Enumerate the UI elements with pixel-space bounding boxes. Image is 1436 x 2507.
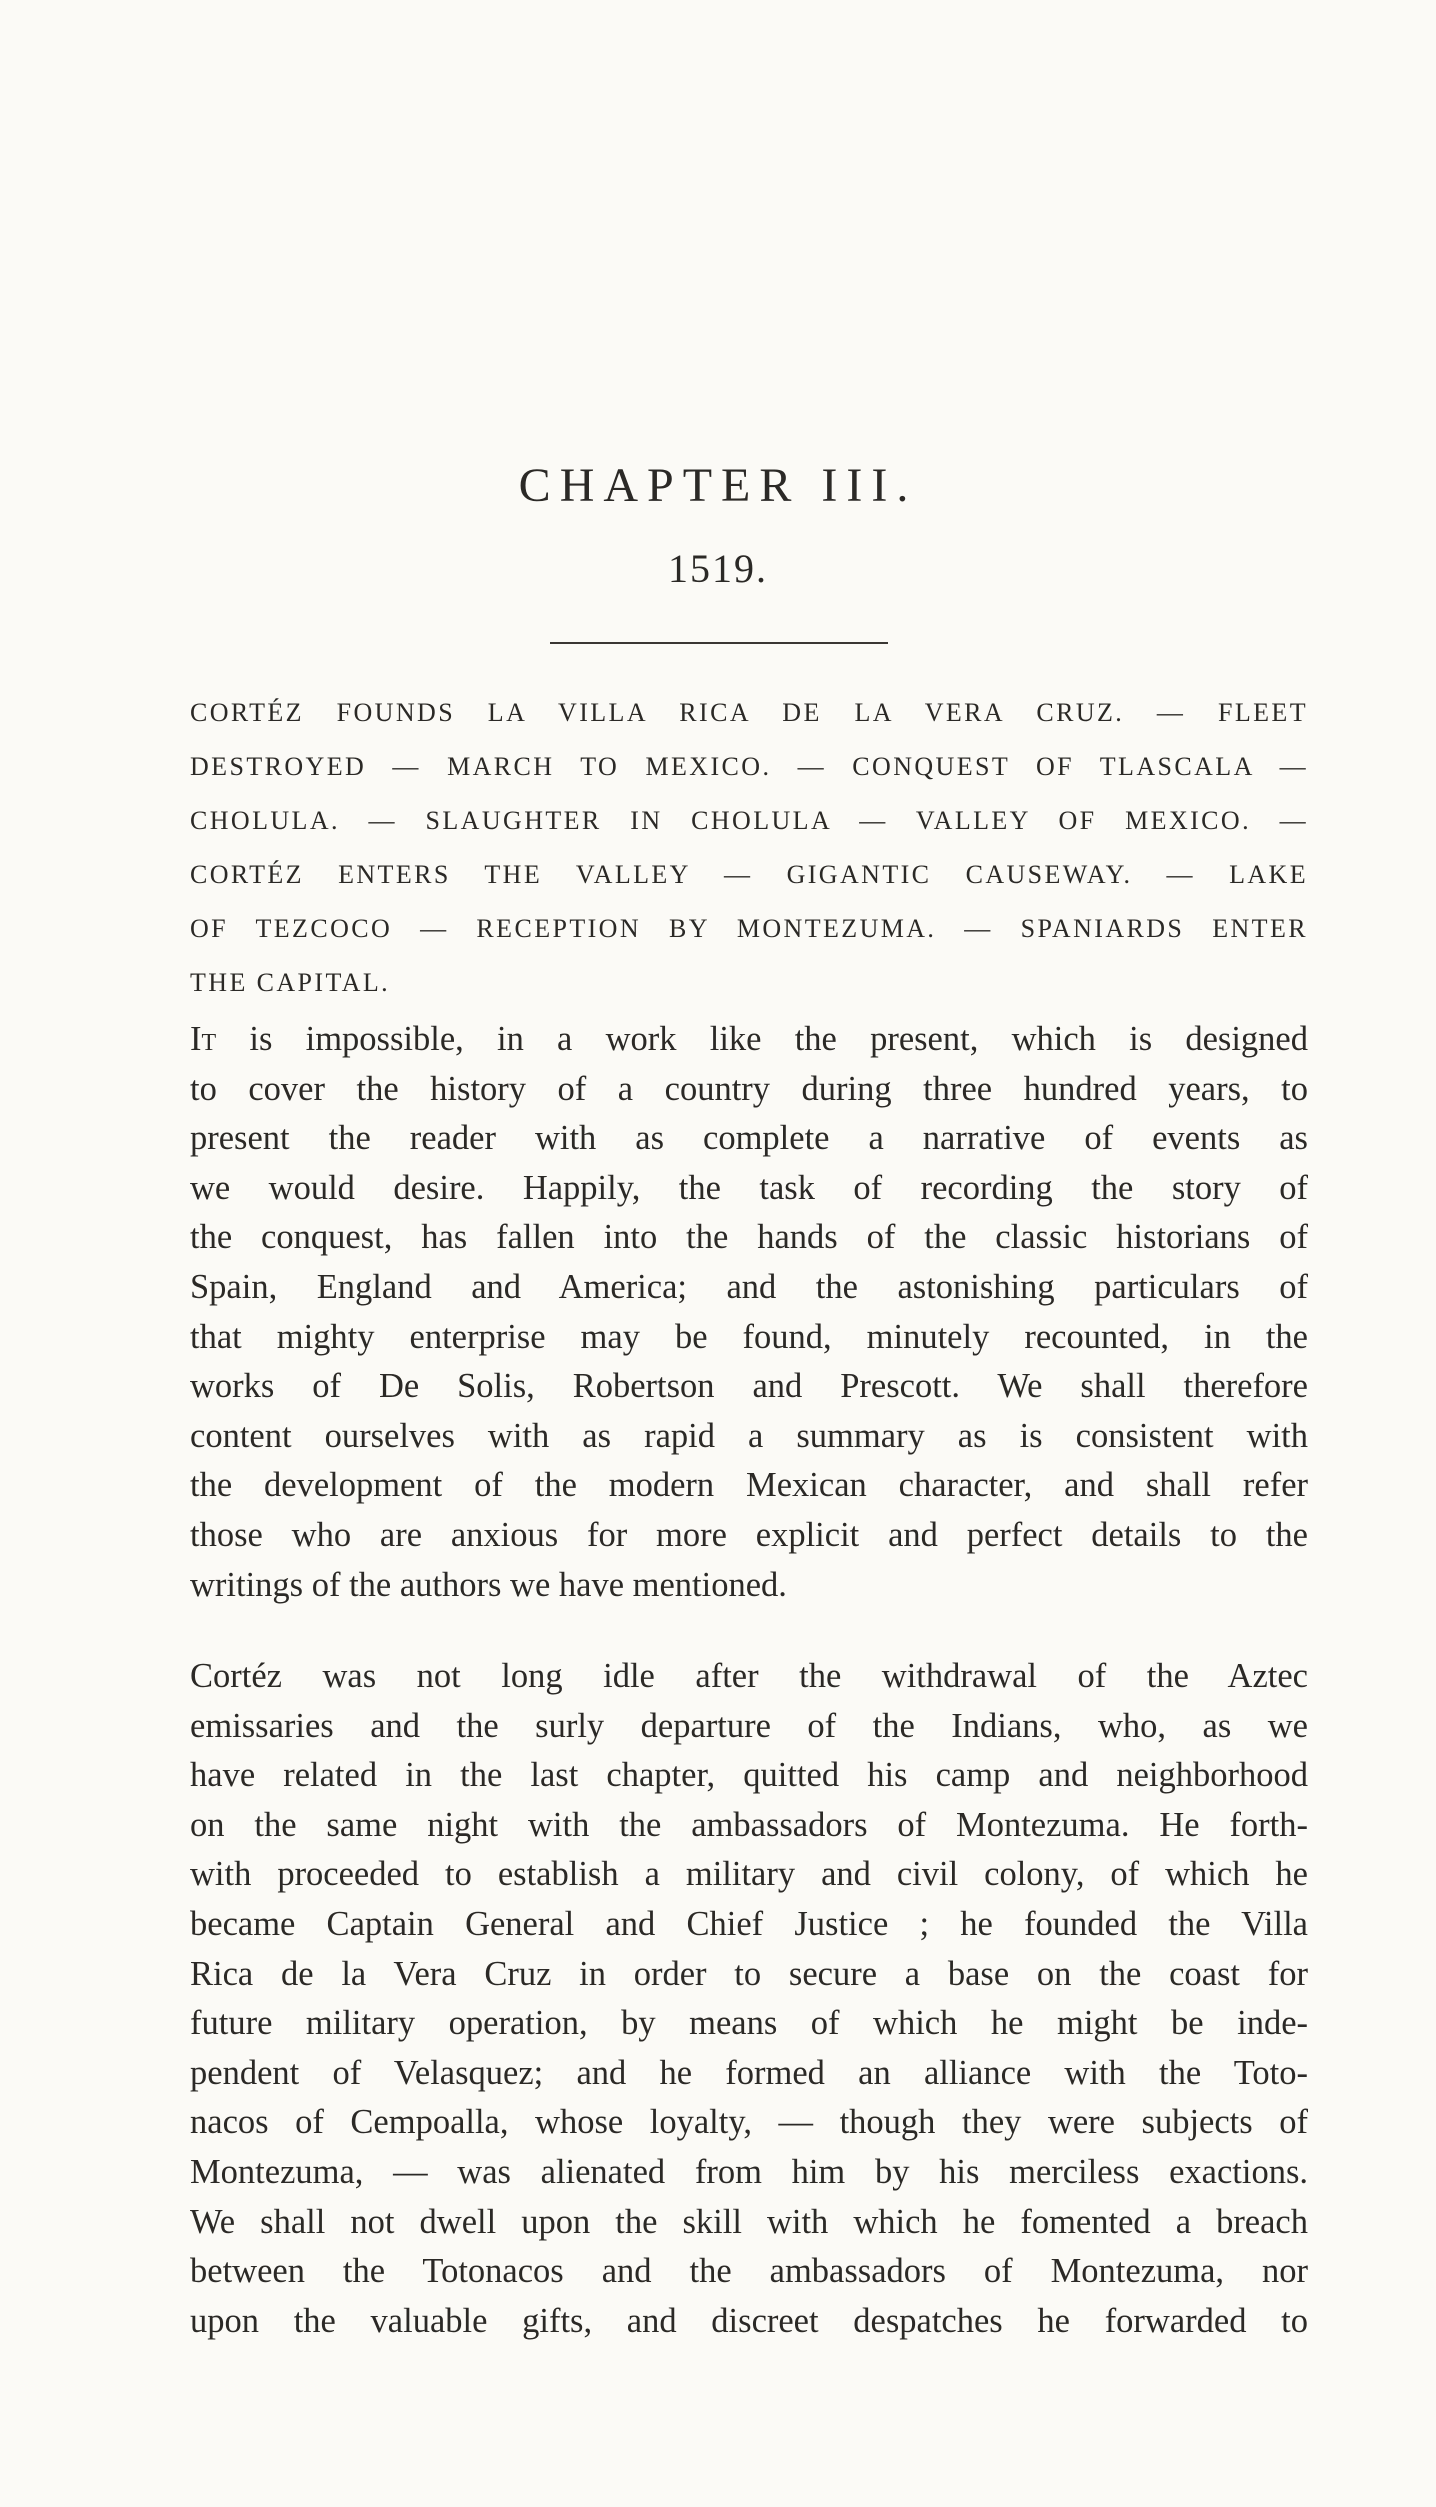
paragraph-line: with proceeded to establish a military and civil colony, of which he xyxy=(190,1855,1308,1894)
paragraph-1 xyxy=(190,1015,1308,1610)
paragraph-line: We shall not dwell upon the skill with which he fomented a breach xyxy=(190,2202,1308,2241)
paragraph-line: emissaries and the surly departure of the Indians, who, as we xyxy=(190,1706,1308,1745)
chapter-year: 1519. xyxy=(668,546,768,591)
paragraph-line: Rica de la Vera Cruz in order to secure a base on the coast for xyxy=(190,1954,1308,1993)
synopsis-line: CHOLULA. — SLAUGHTER IN CHOLULA — VALLEY OF MEXICO. — xyxy=(190,806,1308,835)
synopsis-line: CORTÉZ FOUNDS LA VILLA RICA DE LA VERA CRUZ. — FLEET xyxy=(190,698,1308,727)
paragraph-line: upon the valuable gifts, and discreet despatches he forwarded to xyxy=(190,2301,1308,2340)
paragraph-line-text: is impossible, in a work like the present, which is designed xyxy=(216,1020,1308,1058)
paragraph-initial: It xyxy=(190,1020,217,1058)
chapter-synopsis xyxy=(190,686,1308,1010)
paragraph-line: have related in the last chapter, quitted his camp and neighborhood xyxy=(190,1756,1308,1795)
paragraph-line: we would desire. Happily, the task of recording the story of xyxy=(190,1168,1308,1207)
paragraph-line: writings of the authors we have mentioned. xyxy=(190,1565,787,1604)
paragraph-line: present the reader with as complete a narrative of events as xyxy=(190,1119,1308,1158)
paragraph-line: Cortéz was not long idle after the withdrawal of the Aztec xyxy=(190,1657,1308,1695)
paragraph-line: between the Totonacos and the ambassadors of Montezuma, nor xyxy=(190,2252,1308,2291)
paragraph-line: Spain, England and America; and the astonishing particulars of xyxy=(190,1267,1308,1306)
synopsis-line: THE CAPITAL. xyxy=(190,968,391,997)
paragraph-line: that mighty enterprise may be found, minutely recounted, in the xyxy=(190,1317,1308,1356)
paragraph-2 xyxy=(190,1652,1308,2346)
paragraph-line: works of De Solis, Robertson and Prescott. We shall therefore xyxy=(190,1367,1308,1406)
paragraph-line: pendent of Velasquez; and he formed an alliance with the Toto- xyxy=(190,2053,1308,2092)
synopsis-line: CORTÉZ ENTERS THE VALLEY — GIGANTIC CAUSEWAY. — LAKE xyxy=(190,860,1308,889)
paragraph-line: those who are anxious for more explicit and perfect details to the xyxy=(190,1515,1308,1554)
synopsis-line: OF TEZCOCO — RECEPTION BY MONTEZUMA. — SPANIARDS ENTER xyxy=(190,914,1308,943)
paragraph-line: content ourselves with as rapid a summary as is consistent with xyxy=(190,1416,1308,1455)
title-rule xyxy=(550,642,888,644)
paragraph-line: on the same night with the ambassadors of Montezuma. He forth- xyxy=(190,1805,1308,1844)
paragraph-line: became Captain General and Chief Justice ; he founded the Villa xyxy=(190,1904,1308,1943)
chapter-title: CHAPTER III. xyxy=(518,459,918,512)
paragraph-line: future military operation, by means of which he might be inde- xyxy=(190,2004,1308,2043)
paragraph-line: nacos of Cempoalla, whose loyalty, — though they were subjects of xyxy=(190,2103,1308,2142)
paragraph-line xyxy=(190,1015,1308,1065)
paragraph-line: the conquest, has fallen into the hands of the classic historians of xyxy=(190,1218,1308,1257)
paragraph-line: Montezuma, — was alienated from him by his merciless exactions. xyxy=(190,2152,1308,2191)
synopsis-line: DESTROYED — MARCH TO MEXICO. — CONQUEST OF TLASCALA — xyxy=(190,752,1308,781)
paragraph-line: the development of the modern Mexican character, and shall refer xyxy=(190,1466,1308,1505)
paragraph-line: to cover the history of a country during three hundred years, to xyxy=(190,1069,1308,1108)
